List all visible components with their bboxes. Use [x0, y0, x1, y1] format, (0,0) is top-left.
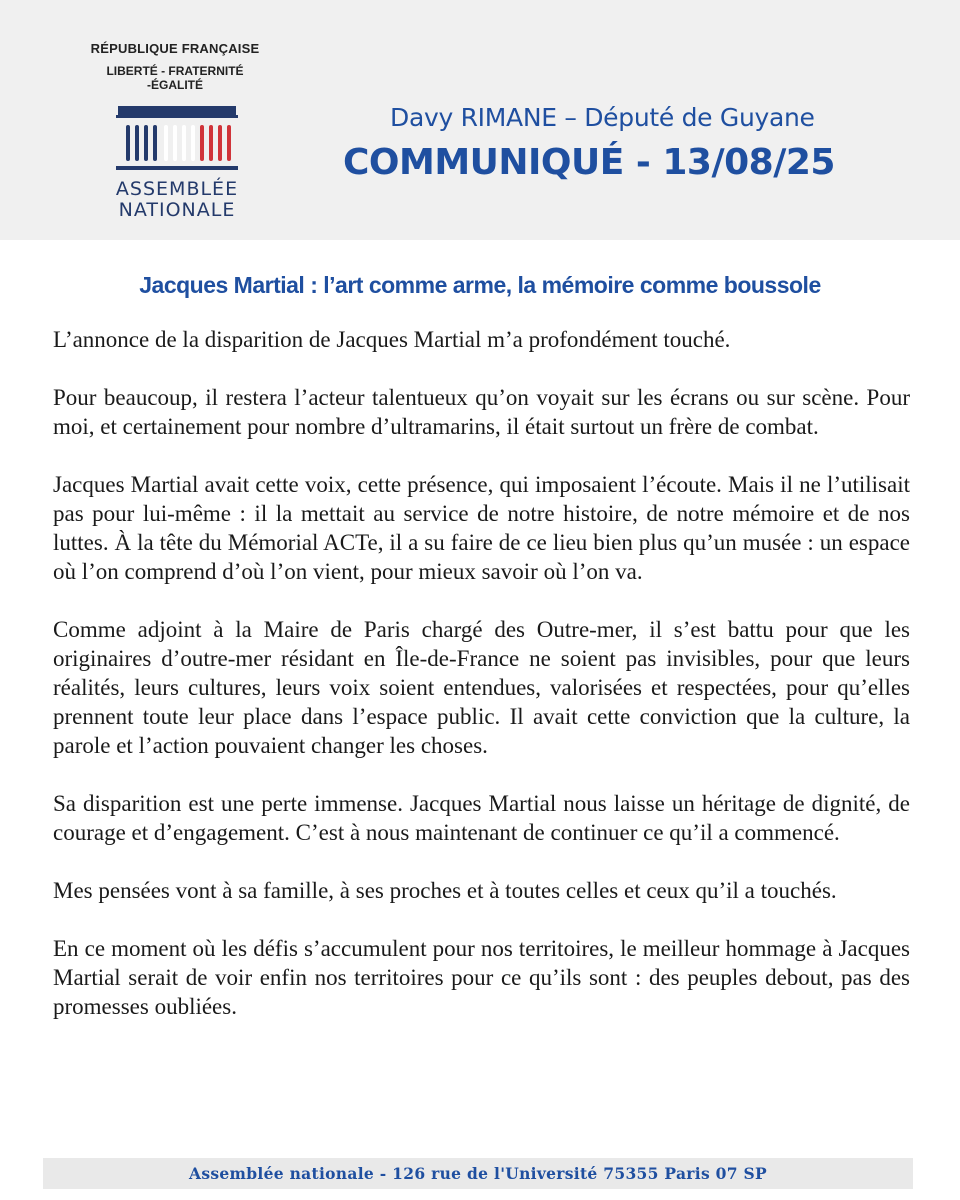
paragraph: En ce moment où les défis s’accumulent pour nos territoires, le meilleur hommage à Jacques Martial serait de voir enfin nos territoires pour ce qu’ils sont : des peuples debout, pas des promesses oubliées. [53, 936, 910, 1019]
letterhead-header [0, 0, 960, 240]
headline: Jacques Martial : l’art comme arme, la mémoire comme boussole [139, 272, 821, 298]
assemblee-nationale-logo [92, 92, 262, 227]
motto-label: LIBERTÉ - FRATERNITÉ -ÉGALITÉ [106, 64, 244, 92]
hemicycle-icon [92, 92, 262, 177]
paragraph: L’annonce de la disparition de Jacques Martial m’a profondément touché. [53, 327, 731, 352]
communique-title: COMMUNIQUÉ - 13/08/25 [343, 142, 835, 183]
paragraph: Mes pensées vont à sa famille, à ses proches et à toutes celles et ceux qu’il a touchés. [53, 878, 837, 903]
footer-address: Assemblée nationale - 126 rue de l'Université 75355 Paris 07 SP [43, 1158, 913, 1189]
logo-text-assemblee: ASSEMBLÉE [115, 178, 239, 200]
logo-text-nationale: NATIONALE [118, 199, 236, 221]
paragraph: Jacques Martial avait cette voix, cette présence, qui imposaient l’écoute. Mais il ne l’utilisait pas pour lui-même : il la mettait au service de notre histoire, de notre mémoire et de nos luttes. À la tête du Mémorial ACTe, il a su faire de ce lieu bien plus qu’un musée : un espace où l’on comprend d’où l’on vient, pour mieux savoir où l’on va. [53, 472, 910, 584]
deputy-name: Davy RIMANE – Député de Guyane [390, 103, 815, 132]
republique-francaise-label: RÉPUBLIQUE FRANÇAISE [90, 41, 260, 56]
press-release-body [53, 325, 910, 1050]
paragraph: Comme adjoint à la Maire de Paris chargé des Outre-mer, il s’est battu pour que les originaires d’outre-mer résidant en Île-de-France ne soient pas invisibles, pour que leurs réalités, leurs cultures, leurs voix soient entendues, valorisées et respectées, pour qu’elles prennent toute leur place dans l’espace public. Il avait cette conviction que la culture, la parole et l’action pouvaient changer les choses. [53, 617, 910, 758]
paragraph: Sa disparition est une perte immense. Jacques Martial nous laisse un héritage de dignité, de courage et d’engagement. C’est à nous maintenant de continuer ce qu’il a commencé. [53, 791, 910, 845]
paragraph: Pour beaucoup, il restera l’acteur talentueux qu’on voyait sur les écrans ou sur scène. Pour moi, et certainement pour nombre d’ultramarins, il était surtout un frère de combat. [53, 385, 910, 439]
